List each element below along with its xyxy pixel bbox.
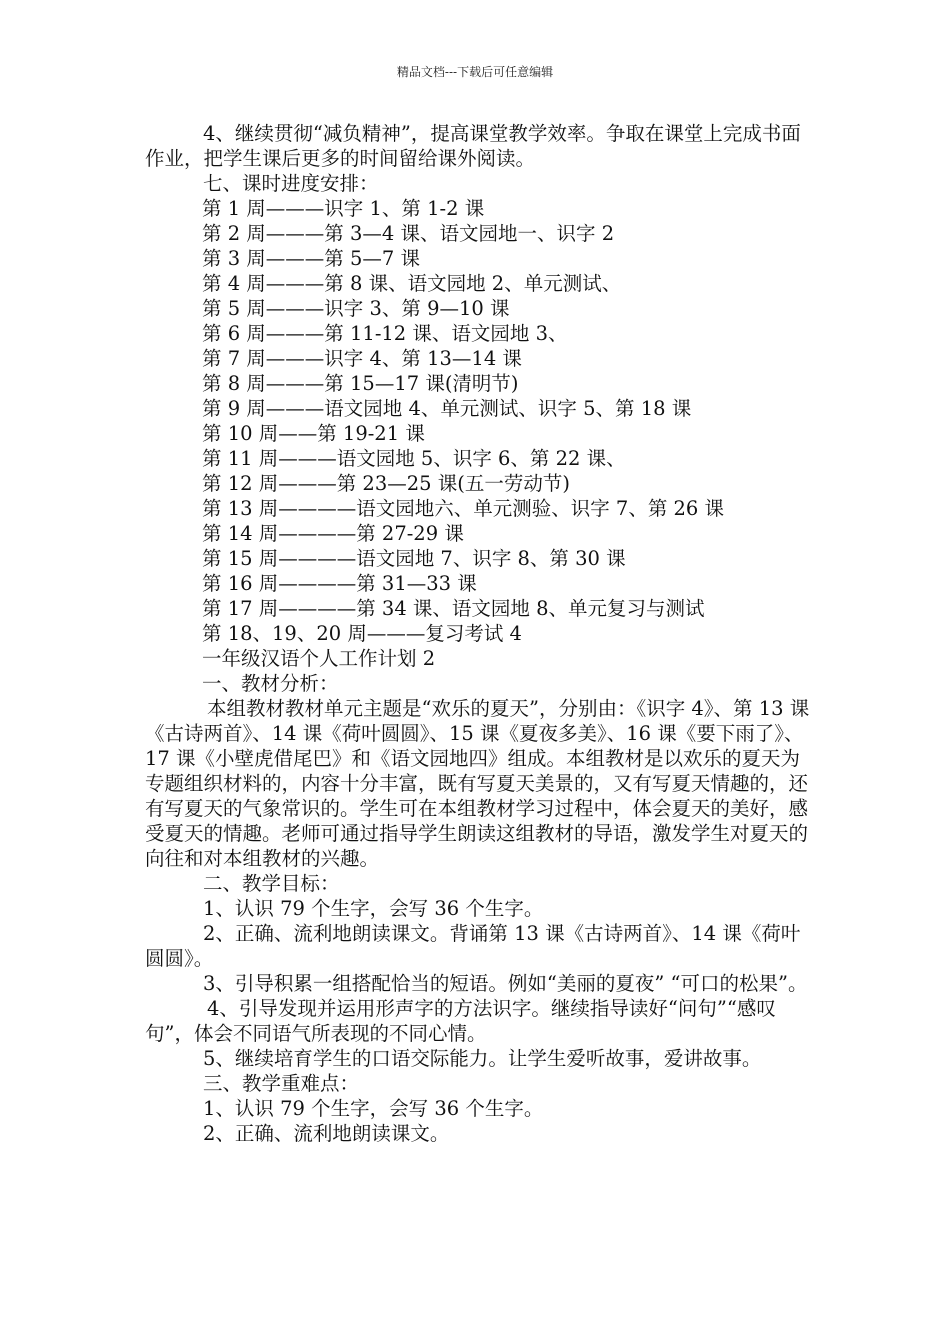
- schedule-week-13: 第 13 周————语文园地六、单元测验、识字 7、第 26 课: [202, 497, 725, 520]
- schedule-week-18-20: 第 18、19、20 周———复习考试 4: [202, 622, 522, 645]
- schedule-week-8: 第 8 周———第 15—17 课(清明节): [202, 372, 519, 395]
- schedule-week-2: 第 2 周———第 3—4 课、语文园地一、识字 2: [202, 222, 615, 245]
- goal-item-1: 1、认识 79 个生字，会写 36 个生字。: [203, 897, 544, 920]
- goal-item-5: 5、继续培育学生的口语交际能力。让学生爱听故事，爱讲故事。: [203, 1047, 762, 1070]
- key-point-1: 1、认识 79 个生字，会写 36 个生字。: [203, 1097, 544, 1120]
- schedule-week-17: 第 17 周————第 34 课、语文园地 8、单元复习与测试: [202, 597, 705, 620]
- goal-item-4: 4、引导发现并运用形声字的方法识字。继续指导读好“问句”“感叹句”，体会不同语气所表现的不同心情。: [145, 997, 776, 1045]
- schedule-week-4: 第 4 周———第 8 课、语文园地 2、单元测试、: [202, 272, 622, 295]
- schedule-week-10: 第 10 周——第 19-21 课: [202, 422, 425, 445]
- section-heading-materials: 一、教材分析：: [202, 672, 339, 695]
- schedule-week-5: 第 5 周———识字 3、第 9—10 课: [202, 297, 510, 320]
- schedule-week-16: 第 16 周————第 31—33 课: [202, 572, 477, 595]
- schedule-week-12: 第 12 周———第 23—25 课(五一劳动节): [202, 472, 570, 495]
- schedule-week-9: 第 9 周———语文园地 4、单元测试、识字 5、第 18 课: [202, 397, 692, 420]
- document-subtitle: 一年级汉语个人工作计划 2: [202, 647, 436, 670]
- schedule-week-11: 第 11 周———语文园地 5、识字 6、第 22 课、: [202, 447, 626, 470]
- schedule-week-6: 第 6 周———第 11-12 课、语文园地 3、: [202, 322, 568, 345]
- paragraph-workload: 4、继续贯彻“减负精神”，提高课堂教学效率。争取在课堂上完成书面作业，把学生课后更多的时间留给课外阅读。: [145, 122, 801, 170]
- schedule-week-15: 第 15 周————语文园地 7、识字 8、第 30 课: [202, 547, 626, 570]
- schedule-week-1: 第 1 周———识字 1、第 1-2 课: [202, 197, 485, 220]
- schedule-week-3: 第 3 周———第 5—7 课: [202, 247, 421, 270]
- paragraph-materials-analysis: 本组教材教材单元主题是“欢乐的夏天”，分别由：《识字 4》、第 13 课《古诗两首》、14 课《荷叶圆圆》、15 课《夏夜多美》、16 课《要下雨了》、17 课《小壁虎借尾巴》和《语文园地四》组成。本组教材是以欢乐的夏天为专题组织材料的，内容十分丰富，既有写夏天美景的，又有写夏天情趣的，还有写夏天的气象常识的。学生可在本组教材学习过程中，体会夏天的美好，感受夏天的情趣。老师可通过指导学生朗读这组教材的导语，激发学生对夏天的向往和对本组教材的兴趣。: [145, 697, 810, 870]
- goal-item-3: 3、引导积累一组搭配恰当的短语。例如“美丽的夏夜” “可口的松果”。: [203, 972, 808, 995]
- document-body: [145, 121, 810, 1146]
- goal-item-2: 2、正确、流利地朗读课文。背诵第 13 课《古诗两首》、14 课《荷叶圆圆》。: [145, 922, 801, 970]
- schedule-week-7: 第 7 周———识字 4、第 13—14 课: [202, 347, 522, 370]
- key-point-2: 2、正确、流利地朗读课文。: [203, 1122, 450, 1145]
- schedule-week-14: 第 14 周————第 27-29 课: [202, 522, 464, 545]
- section-heading-schedule: 七、课时进度安排：: [203, 172, 379, 195]
- page-header: 精品文档---下载后可任意编辑: [396, 65, 554, 79]
- section-heading-goals: 二、教学目标：: [203, 872, 340, 895]
- section-heading-key-points: 三、教学重难点：: [203, 1072, 360, 1095]
